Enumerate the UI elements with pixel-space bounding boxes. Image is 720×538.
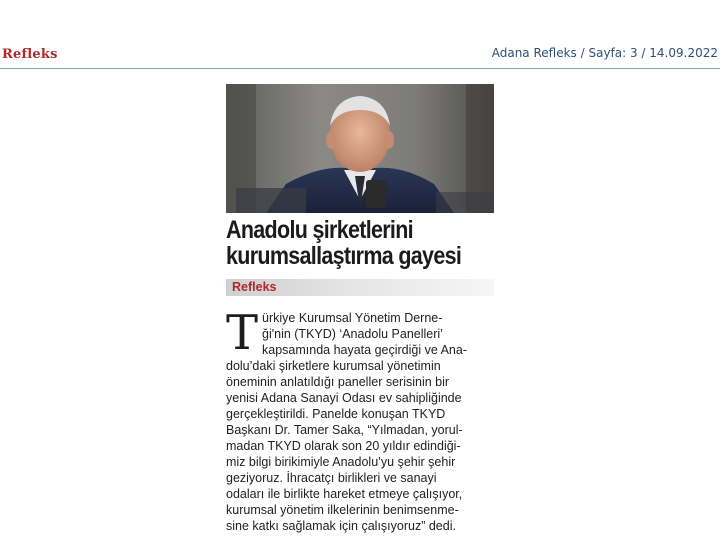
body-line: öneminin anlatıldığı paneller serisinin bir: [226, 375, 450, 389]
page-header: [0, 0, 720, 70]
article-photo: [226, 84, 494, 213]
body-line: geziyoruz. İhracatçı birlikleri ve sanayi: [226, 471, 437, 485]
body-line: kapsamında hayata geçirdiği ve Ana-: [262, 343, 467, 357]
body-line: miz bilgi birikimiyle Anadolu’yu şehir şehir: [226, 455, 456, 469]
body-line: gerçekleştirildi. Panelde konuşan TKYD: [226, 407, 446, 421]
body-line: sine katkı sağlamak için çalışıyoruz” dedi.: [226, 519, 456, 533]
source-band: [226, 279, 494, 296]
body-line: madan TKYD olarak son 20 yıldır edindiği-: [226, 439, 461, 453]
header-divider: [0, 68, 720, 69]
speaker-photo-illustration: [226, 84, 494, 213]
body-line: Başkanı Dr. Tamer Saka, “Yılmadan, yorul-: [226, 423, 463, 437]
body-line: kurumsal yönetim ilkelerinin benimsenme-: [226, 503, 459, 517]
body-line: ği'nin (TKYD) ‘Anadolu Panelleri’: [262, 327, 443, 341]
article-headline: [226, 216, 462, 270]
body-line: dolu’daki şirketlere kurumsal yönetimin: [226, 359, 441, 373]
headline-line: kurumsallaştırma gayesi: [226, 242, 462, 270]
body-line: ürkiye Kurumsal Yönetim Derne-: [262, 311, 443, 325]
body-line: odaları ile birlikte hareket etmeye çalışıyor,: [226, 487, 463, 501]
body-line: yenisi Adana Sanayi Odası ev sahipliğinde: [226, 391, 462, 405]
publication-logo: Refleks: [2, 47, 58, 62]
headline-line: Anadolu şirketlerini: [226, 216, 413, 244]
drop-cap: T: [226, 305, 259, 361]
page-info: Adana Refleks / Sayfa: 3 / 14.09.2022: [491, 46, 718, 60]
article-source: Refleks: [232, 280, 277, 294]
